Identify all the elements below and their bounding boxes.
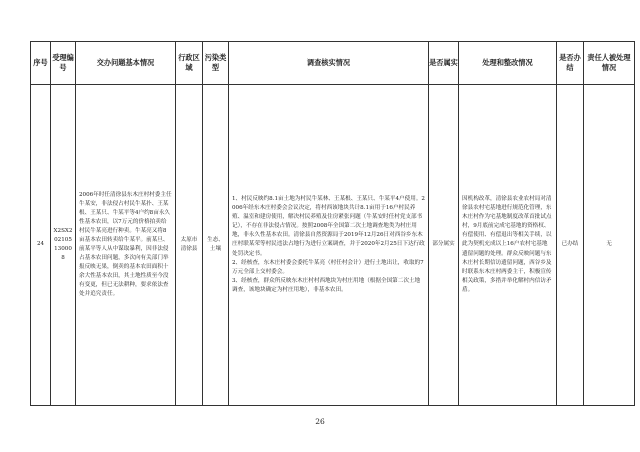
header-closed: 是否办结 — [557, 42, 584, 85]
verified-text: 部分属实 — [432, 241, 455, 248]
header-seq: 序号 — [31, 42, 51, 85]
handling-text: 因机构改革，清徐县农业农村局对清徐县农村宅基地进行规范化管理，东木庄村作为宅基地制度改革首批试点村，9月底前完成宅基地的资格权、有偿使用、有偿退出等相关手续，以此为契机充成以上16户农村宅基地遗留问题的处理。群众反映问题与东木庄村长期信访遗留问题，西谷乡及时联系东木庄村两委主干，积极宣传相关政策，多措并举化解村内信访矛盾。 — [462, 196, 552, 293]
cell-closed — [557, 85, 584, 406]
investigation-para-2: 2、经核查，东木庄村委会委托牛某亮（村任村会计）进行土地出让，收取的7万元全部上交村委会。 — [232, 259, 424, 275]
cell-pollution-type — [203, 85, 229, 406]
investigation-para-3: 3、经核查，群众所反映东木庄村村西地块为村庄用地（根据全国第二次土地调查，该地块确定为村庄用地），非基本农田。 — [232, 277, 421, 293]
cell-verified — [429, 85, 459, 406]
header-region: 行政区域 — [176, 42, 203, 85]
header-verified: 是否属实 — [429, 42, 459, 85]
header-accountability: 责任人被处理情况 — [584, 42, 635, 85]
pollution-text: 生态、土壤 — [207, 236, 224, 252]
case-table — [30, 41, 635, 406]
closed-text: 已办结 — [561, 241, 579, 248]
cell-accountability: 无 — [584, 85, 635, 406]
cell-problem — [76, 85, 176, 406]
header-investigation: 调查核实情况 — [229, 42, 429, 85]
cell-investigation — [229, 85, 429, 406]
cell-region — [176, 85, 203, 406]
accept-no-text: X2SX202105130008 — [53, 227, 73, 262]
header-handling: 处理和整改情况 — [459, 42, 557, 85]
cell-handling — [459, 85, 557, 406]
cell-seq: 24 — [31, 85, 51, 406]
header-problem: 交办问题基本情况 — [76, 42, 176, 85]
investigation-para-1: 1、村民反映约8.1亩土地为村民牛某林、王某根、王某只、牛某平4户使用。2006年经东木庄村委会会议决定，将村西该地块共计8.1亩用于16户村民养殖、温室和建房使用，解决村民养殖及住房紧张问题（牛某安时任村党支部书记），不存在非法侵占情况。按照2008年全国第二次土地调查地类为村庄用地，非永久性基本农田。清徐县自然资源局于2019年12月26日对西谷乡东木庄村联某荣等村民违法占地行为进行立案调查，并于2020年2月25日下达行政处罚决定书。 — [232, 196, 425, 257]
problem-text: 2006年时任清徐县东木庄村村委主任牛某安，非法侵占村民牛某扑、王某根、王某只、牛某平等4户约8亩永久性基本农田，以7万元的价格拍卖给村民牛某亮进行种卖。牛某亮又将8亩基本农田转卖给牛某平。前某旦、前某平等人从中谋取暴利，因非法侵占基本农田问题，多次向有关部门举报反映无果，倒卖的基本农田面积十余大性基本农田，其土地性质至今没有变更，但已无法耕种，要求依法查处并追究责任。 — [79, 191, 172, 298]
investigation-text — [229, 195, 428, 295]
cell-accept-no — [51, 85, 76, 406]
table-row — [31, 85, 635, 406]
region-text: 太原市清徐县 — [180, 236, 198, 252]
page-number: 26 — [315, 417, 325, 426]
header-accept-no: 受理编号 — [51, 42, 76, 85]
header-row — [31, 42, 635, 85]
header-pollution-type: 污染类型 — [203, 42, 229, 85]
